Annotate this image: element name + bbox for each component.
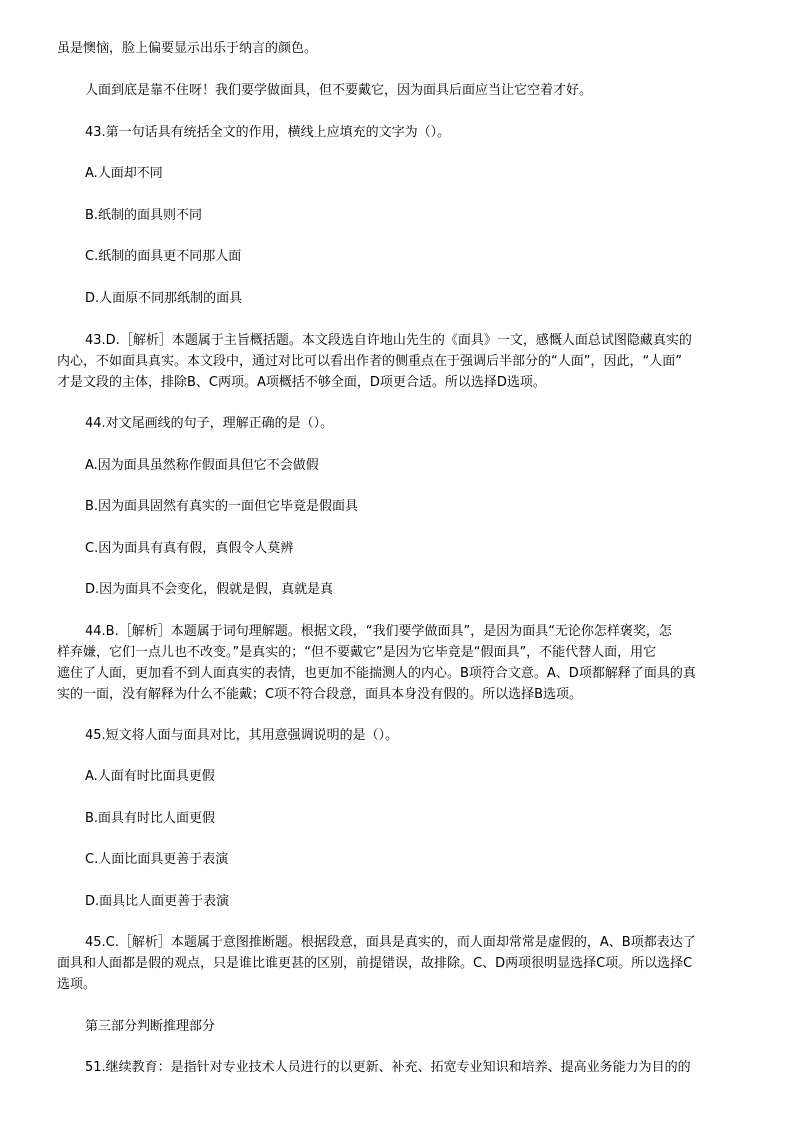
analysis-line: 内心，不如面具真实。本文段中，通过对比可以看出作者的侧重点在于强调后半部分的“人面”，因此，“人面” <box>57 354 682 369</box>
q44-option-b: B.因为面具固然有真实的一面但它毕竟是假面具 <box>85 499 359 514</box>
question-43: 43.第一句话具有统括全文的作用，横线上应填充的文字为（）。 <box>85 125 451 140</box>
q44-option-c: C.因为面具有真有假，真假令人莫辨 <box>85 541 294 556</box>
question-51: 51.继续教育：是指针对专业技术人员进行的以更新、补充、拓宽专业知识和培养、提高业务能力为目的的 <box>85 1060 691 1075</box>
q45-option-a: A.人面有时比面具更假 <box>85 769 215 784</box>
analysis-line: 才是文段的主体，排除B、C两项。A项概括不够全面，D项更合适。所以选择D选项。 <box>57 375 546 390</box>
q45-analysis <box>57 932 747 995</box>
analysis-line: 实的一面，没有解释为什么不能戴；C项不符合段意，面具本身没有假的。所以选择B选项。 <box>57 687 582 702</box>
q45-option-c: C.人面比面具更善于表演 <box>85 852 229 867</box>
analysis-line: 43.D.［解析］本题属于主旨概括题。本文段选自许地山先生的《面具》一文，感慨人面总试图隐藏真实的 <box>85 333 692 348</box>
q44-option-a: A.因为面具虽然称作假面具但它不会做假 <box>85 458 319 473</box>
q44-option-d: D.因为面具不会变化，假就是假，真就是真 <box>85 582 334 597</box>
analysis-line: 遮住了人面，更加看不到人面真实的表情，也更加不能揣测人的内心。B项符合文意。A、D项都解释了面具的真 <box>57 666 696 681</box>
analysis-line: 45.C.［解析］本题属于意图推断题。根据段意，面具是真实的，而人面却常常是虚假的，A、B项都表达了 <box>85 935 696 950</box>
q43-analysis <box>57 330 747 393</box>
q44-analysis <box>57 621 747 705</box>
question-45: 45.短文将人面与面具对比，其用意强调说明的是（）。 <box>85 728 399 743</box>
q43-option-c: C.纸制的面具更不同那人面 <box>85 249 242 264</box>
analysis-line: 44.B.［解析］本题属于词句理解题。根据文段，“我们要学做面具”，是因为面具“无论你怎样褒奖，怎 <box>85 624 672 639</box>
analysis-line: 面具和人面都是假的观点，只是谁比谁更甚的区别，前提错误，故排除。C、D两项很明显选择C项。所以选择C <box>57 956 693 971</box>
q43-option-b: B.纸制的面具则不同 <box>85 208 203 223</box>
intro-paragraph-2: 人面到底是靠不住呀！我们要学做面具，但不要戴它，因为面具后面应当让它空着才好。 <box>85 83 593 98</box>
section-title: 第三部分判断推理部分 <box>85 1019 216 1034</box>
q45-option-d: D.面具比人面更善于表演 <box>85 894 230 909</box>
q43-option-d: D.人面原不同那纸制的面具 <box>85 291 243 306</box>
analysis-line: 样弃嫌，它们一点儿也不改变。”是真实的；“但不要戴它”是因为它毕竟是“假面具”，不能代替人面，用它 <box>57 645 657 660</box>
analysis-line: 选项。 <box>57 977 97 992</box>
question-44: 44.对文尾画线的句子，理解正确的是（）。 <box>85 416 334 431</box>
q45-option-b: B.面具有时比人面更假 <box>85 811 216 826</box>
intro-paragraph-1: 虽是懊恼，脸上偏要显示出乐于纳言的颜色。 <box>57 41 318 56</box>
q43-option-a: A.人面却不同 <box>85 166 163 181</box>
